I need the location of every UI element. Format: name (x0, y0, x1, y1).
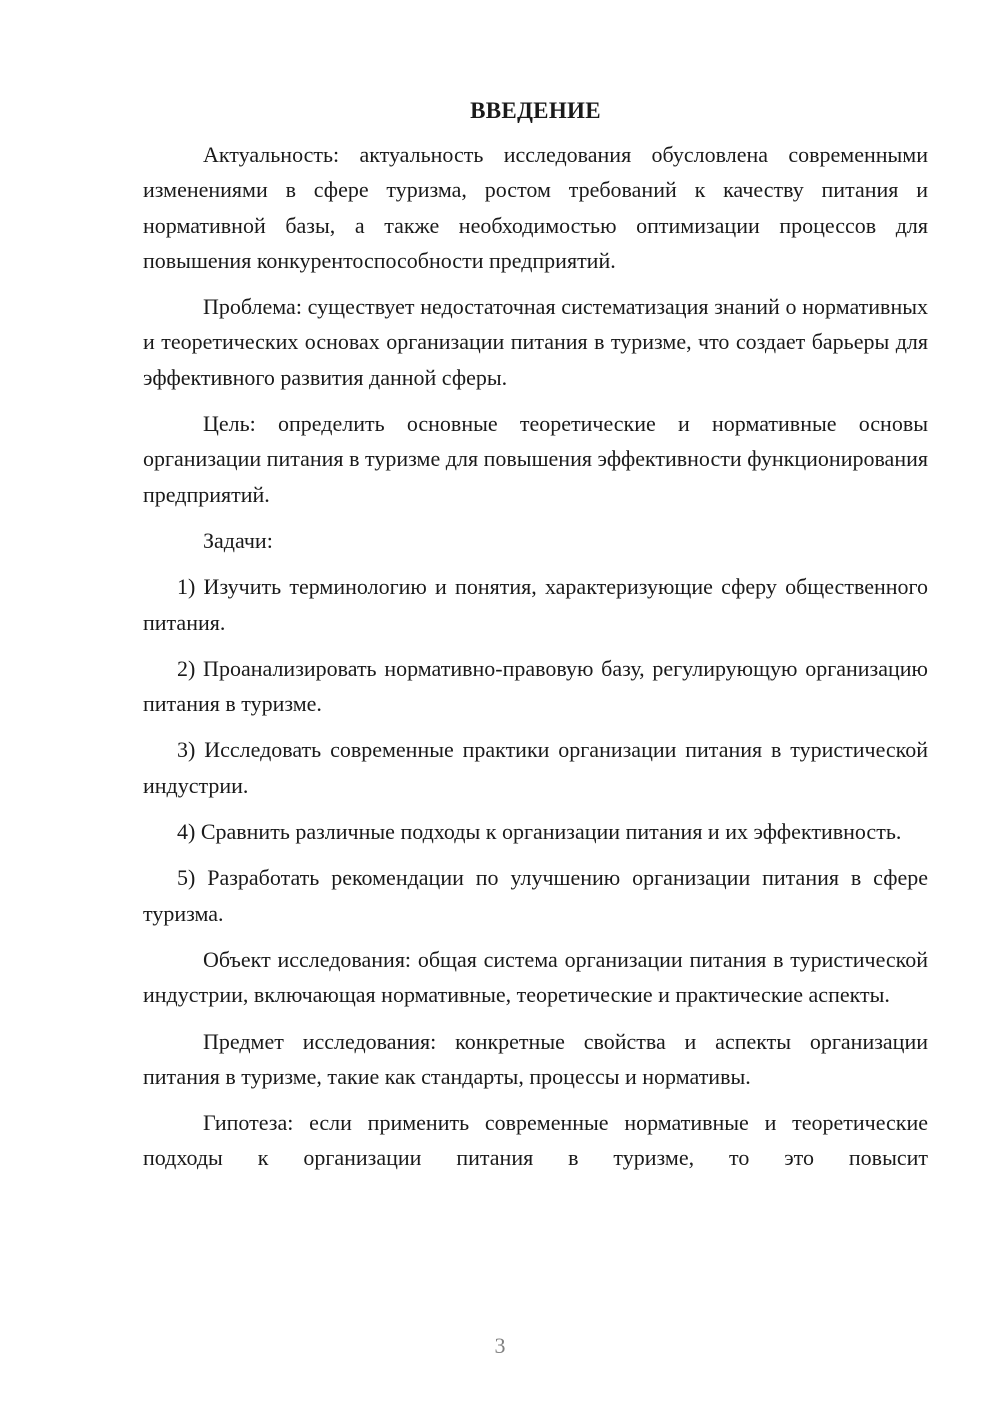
goal-paragraph: Цель: определить основные теоретические и нормативные основы организации питания в туризме для повышения эффективности функционирования предприятий. (143, 411, 928, 507)
object-paragraph: Объект исследования: общая система организации питания в туристической индустрии, включающая нормативные, теоретические и практические аспекты. (143, 946, 928, 1008)
task-item: 5) Разработать рекомендации по улучшению организации питания в сфере туризма. (143, 865, 928, 926)
relevance-paragraph: Актуальность: актуальность исследования обусловлена современными изменениями в сфере туризма, ростом требований к качеству питания и нормативной базы, а также необходимостью оптимизации процессов для повышения конкурентоспособности предприятий. (143, 142, 928, 273)
tasks-label: Задачи: (203, 527, 273, 553)
subject-paragraph: Предмет исследования: конкретные свойства и аспекты организации питания в туризме, такие как стандарты, процессы и нормативы. (143, 1028, 928, 1089)
document-page (143, 96, 928, 1187)
section-heading: ВВЕДЕНИЕ (470, 98, 601, 123)
task-item: 1) Изучить терминологию и понятия, характеризующие сферу общественного питания. (143, 574, 928, 635)
task-item: 3) Исследовать современные практики организации питания в туристической индустрии. (143, 737, 928, 798)
hypothesis-paragraph: Гипотеза: если применить современные нормативные и теоретические подходы к организации питания в туризме, то это повысит (143, 1110, 928, 1171)
task-item: 4) Сравнить различные подходы к организации питания и их эффективность. (177, 819, 902, 845)
problem-paragraph: Проблема: существует недостаточная систематизация знаний о нормативных и теоретических основах организации питания в туризме, что создает барьеры для эффективного развития данной сферы. (143, 294, 928, 390)
page-number: 3 (494, 1333, 506, 1358)
task-item: 2) Проанализировать нормативно-правовую базу, регулирующую организацию питания в туризме. (143, 655, 928, 717)
